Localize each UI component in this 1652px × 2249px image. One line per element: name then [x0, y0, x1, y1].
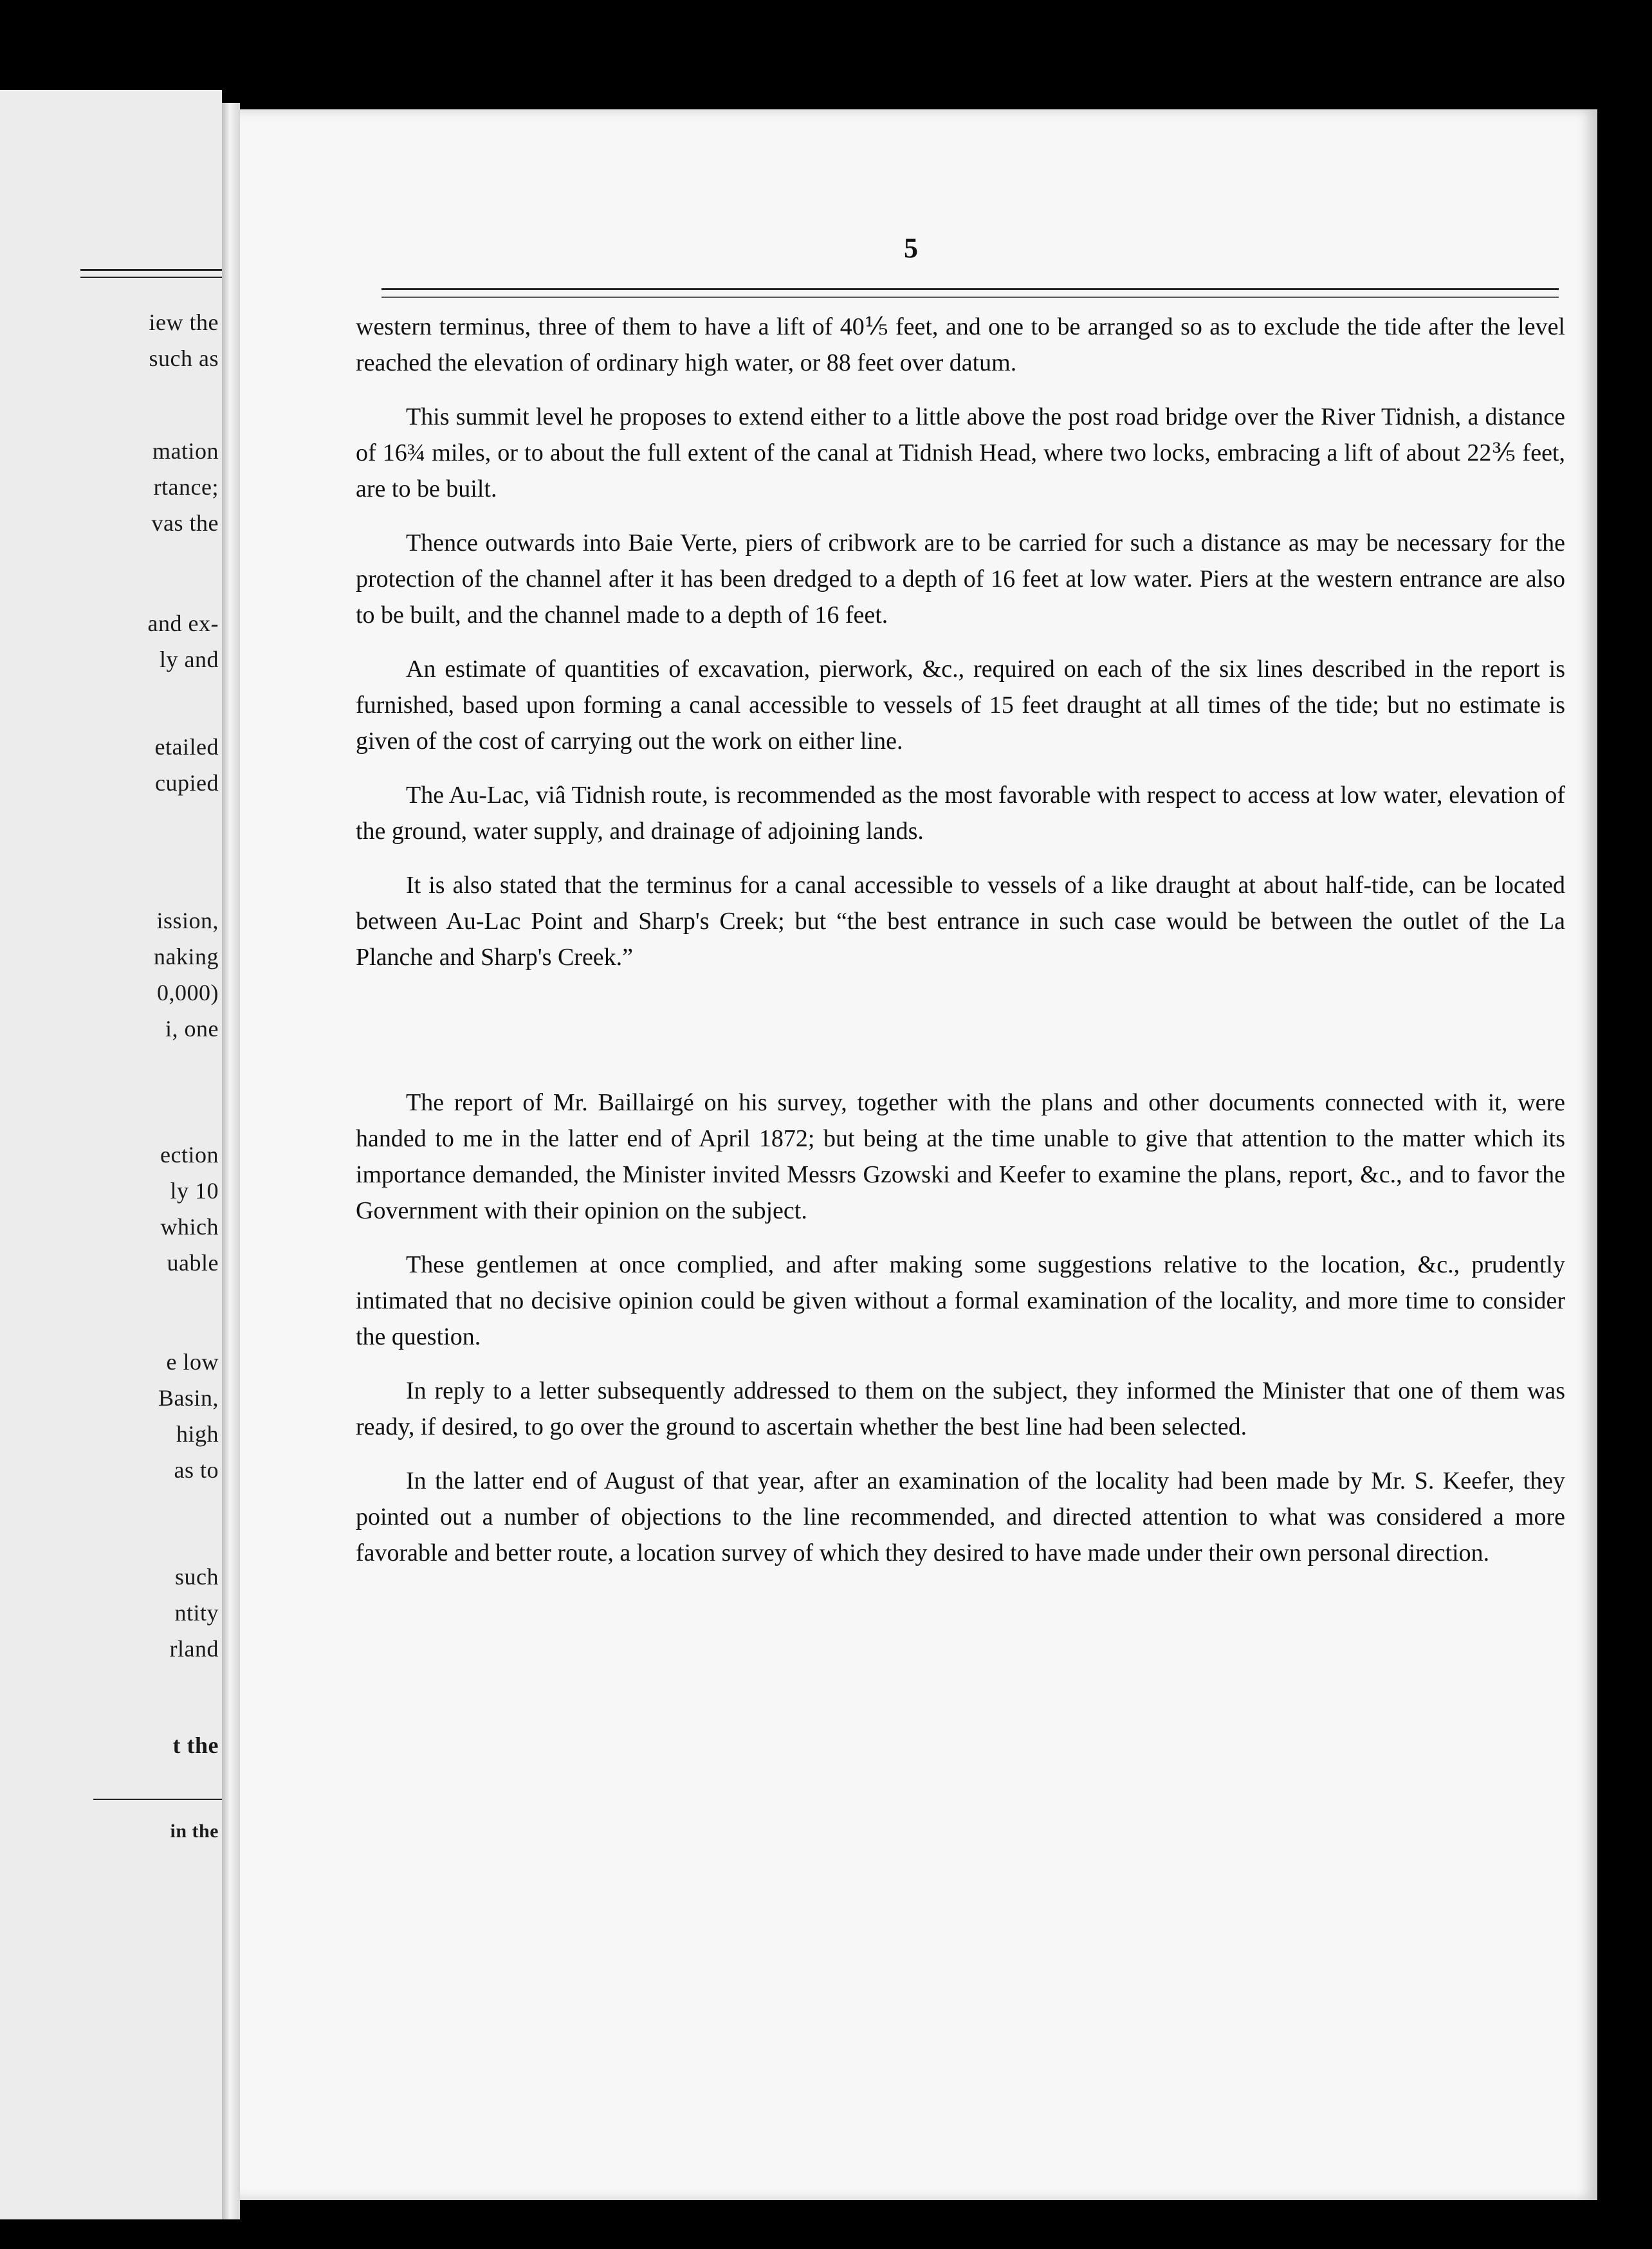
header-rule — [381, 288, 1559, 298]
left-page-fragment: e low — [166, 1349, 219, 1375]
left-page-fragment: vas the — [151, 510, 219, 536]
body-text — [356, 309, 1565, 1589]
page-number: 5 — [904, 232, 918, 264]
left-page-fragment: 0,000) — [157, 980, 219, 1005]
paragraph: Thence outwards into Baie Verte, piers of cribwork are to be carried for such a distance as may be necessary for the protection of the channel after it has been dredged to a depth of 16 feet at low water. Piers at the western entrance are also to be built, and the channel made to a depth of 16 feet. — [356, 529, 1565, 629]
left-page-fragment: such — [175, 1564, 219, 1590]
left-page-fragment: ntity — [174, 1600, 219, 1626]
left-page-fragment: and ex- — [147, 610, 219, 636]
paragraph: These gentlemen at once complied, and after making some suggestions relative to the location, &c., prudently intimated that no decisive opinion could be given without a formal examination of the locality, and more time to consider the question. — [356, 1251, 1565, 1350]
left-page-fragment: mation — [152, 438, 219, 464]
left-page-rule — [80, 269, 222, 271]
paragraph: It is also stated that the terminus for a canal accessible to vessels of a like draught at about half-tide, can be located between Au-Lac Point and Sharp's Creek; but “the best entrance in such case would be between the outlet of the La Planche and Sharp's Creek.” — [356, 872, 1565, 971]
paragraph: An estimate of quantities of excavation, pierwork, &c., required on each of the six lines described in the report is furnished, based upon forming a canal accessible to vessels of 15 feet draught at all times of the tide; but no estimate is given of the cost of carrying out the work on either line. — [356, 656, 1565, 755]
left-page-fragment: Basin, — [158, 1385, 219, 1411]
paragraph: western terminus, three of them to have a lift of 40⅕ feet, and one to be arranged so as to exclude the tide after the level reached the elevation of ordinary high water, or 88 feet over datum. — [356, 313, 1565, 376]
left-page-fragment: naking — [154, 944, 219, 969]
book-spine — [222, 103, 240, 2219]
main-page — [240, 109, 1597, 2200]
left-page-fragment: which — [160, 1214, 219, 1240]
paragraph: In the latter end of August of that year, after an examination of the locality had been made by Mr. S. Keefer, they pointed out a number of objections to the line recommended, and directed attention to what was considered a more favorable and better route, a location survey of which they desired to have made under their own personal direction. — [356, 1467, 1565, 1566]
left-page-fragment: high — [176, 1421, 219, 1447]
paragraph: This summit level he proposes to extend either to a little above the post road bridge over the River Tidnish, a distance of 16¾ miles, or to about the full extent of the canal at Tidnish Head, where two locks, embracing a lift of about 22⅗ feet, are to be built. — [356, 403, 1565, 502]
left-page-fragment: iew the — [149, 309, 219, 335]
paragraph: The report of Mr. Baillairgé on his survey, together with the plans and other documents connected with it, were handed to me in the latter end of April 1872; but being at the time unable to give that attention to the matter which its importance demanded, the Minister invited Messrs Gzowski and Keefer to examine the plans, report, &c., and to favor the Government with their opinion on the subject. — [356, 1089, 1565, 1224]
left-page-fragment: ly 10 — [170, 1178, 219, 1204]
left-facing-page — [0, 90, 222, 2219]
left-page-fragment: ission, — [156, 908, 219, 933]
left-page-footnote-rule — [93, 1799, 222, 1800]
left-page-fragment: in the — [170, 1821, 219, 1842]
left-page-fragment: i, one — [165, 1016, 219, 1042]
left-page-fragment: rtance; — [153, 474, 219, 500]
left-page-fragment: rland — [169, 1636, 219, 1662]
paragraph: The Au-Lac, viâ Tidnish route, is recommended as the most favorable with respect to access at low water, elevation of the ground, water supply, and drainage of adjoining lands. — [356, 782, 1565, 845]
left-page-fragment: uable — [167, 1250, 219, 1276]
left-page-fragment: t the — [172, 1732, 219, 1758]
left-page-fragment: ly and — [160, 647, 219, 672]
left-page-fragment: etailed — [154, 734, 219, 760]
left-page-fragment: cupied — [155, 770, 219, 796]
paragraph: In reply to a letter subsequently addressed to them on the subject, they informed the Minister that one of them was ready, if desired, to go over the ground to ascertain whether the best line had been selected. — [356, 1377, 1565, 1440]
left-page-fragment: as to — [174, 1457, 219, 1483]
left-page-fragment: ection — [160, 1142, 219, 1168]
left-page-rule — [80, 277, 222, 278]
left-page-fragment: such as — [149, 345, 219, 371]
